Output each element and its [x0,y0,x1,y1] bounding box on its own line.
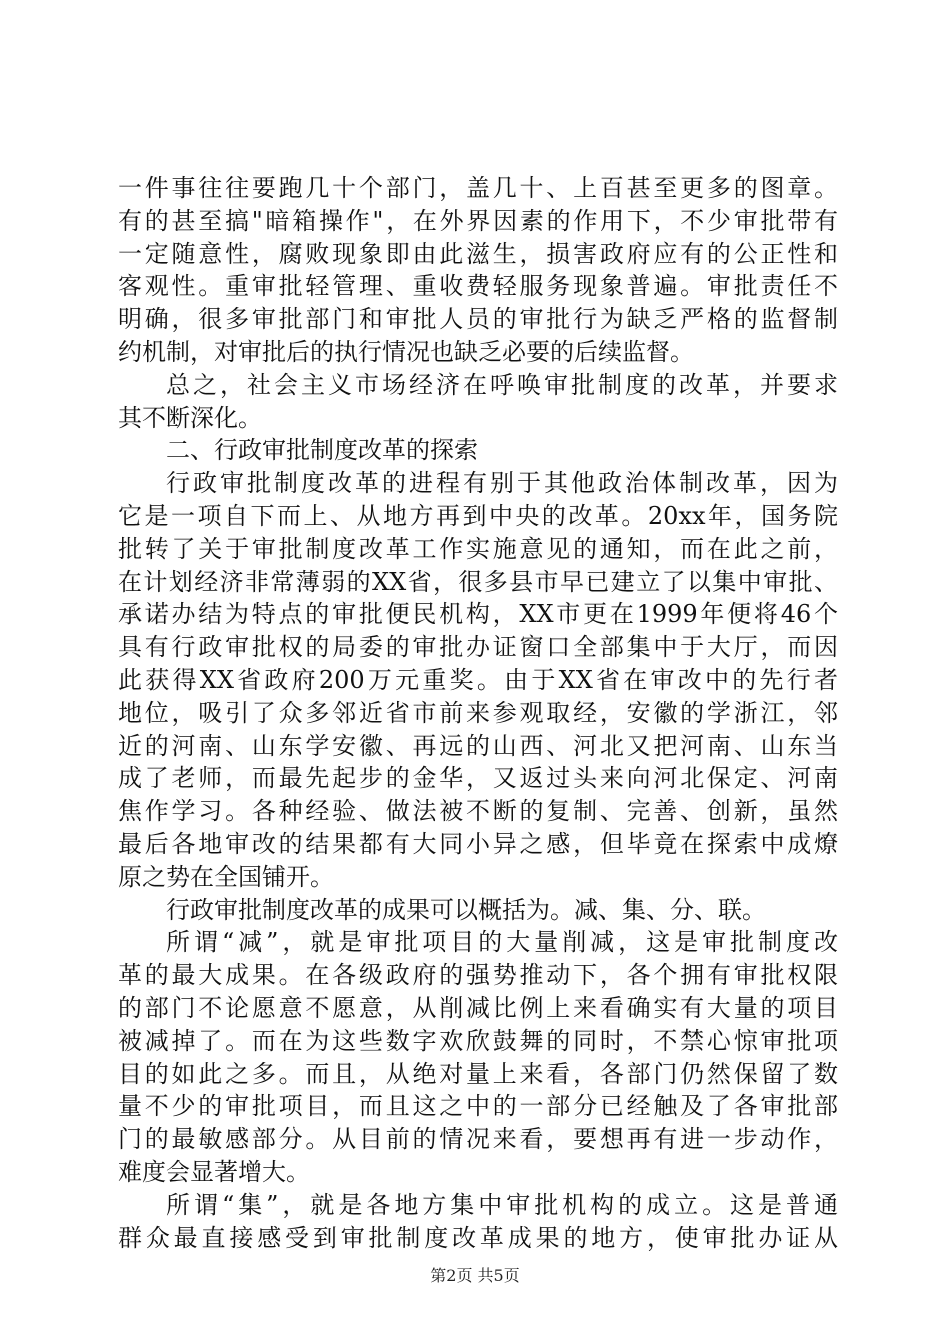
page-footer [0,1266,950,1286]
text-line: 一件事往往要跑几十个部门，盖几十、上百甚至更多的图章。 [118,174,838,202]
paragraph-first-line: 所谓“集”，就是各地方集中审批机构的成立。这是普通 [166,1190,838,1219]
paragraph-first-line: 行政审批制度改革的进程有别于其他政治体制改革，因为 [166,469,838,498]
page-number: 第2页 共5页 [430,1266,520,1285]
text-line: 它是一项自下而上、从地方再到中央的改革。20xx年，国务院 [118,501,838,530]
body-text [118,172,838,1254]
section-heading: 二、行政审批制度改革的探索 [166,436,478,465]
text-line: 革的最大成果。在各级政府的强势推动下，各个拥有审批权限 [118,961,838,990]
text-line: 成了老师，而最先起步的金华，又返过头来向河北保定、河南 [118,764,838,793]
paragraph-first-line: 所谓“减”，就是审批项目的大量削减，这是审批制度改 [166,928,838,957]
text-line: 难度会显著增大。 [118,1157,310,1186]
text-line: 量不少的审批项目，而且这之中的一部分已经触及了各审批部 [118,1092,838,1121]
text-line: 原之势在全国铺开。 [118,862,334,891]
text-line: 群众最直接感受到审批制度改革成果的地方，使审批办证从 [118,1223,838,1252]
text-line: 客观性。重审批轻管理、重收费轻服务现象普遍。审批责任不 [118,272,838,301]
text-line: 此获得XX省政府200万元重奖。由于XX省在审改中的先行者 [118,665,838,694]
paragraph-first-line: 总之，社会主义市场经济在呼唤审批制度的改革，并要求 [166,370,838,399]
text-line: 近的河南、山东学安徽、再远的山西、河北又把河南、山东当 [118,731,838,760]
text-line: 被减掉了。而在为这些数字欢欣鼓舞的同时，不禁心惊审批项 [118,1026,838,1055]
text-line: 最后各地审改的结果都有大同小异之感，但毕竟在探索中成燎 [118,829,838,858]
text-line: 有的甚至搞"暗箱操作"，在外界因素的作用下，不少审批带有 [118,206,838,235]
text-line: 约机制，对审批后的执行情况也缺乏必要的后续监督。 [118,337,694,366]
text-line: 其不断深化。 [118,403,262,432]
text-line: 在计划经济非常薄弱的XX省，很多县市早已建立了以集中审批、 [118,567,838,596]
text-line: 具有行政审批权的局委的审批办证窗口全部集中于大厅，而因 [118,633,838,662]
text-line: 明确，很多审批部门和审批人员的审批行为缺乏严格的监督制 [118,305,838,334]
text-line: 批转了关于审批制度改革工作实施意见的通知，而在此之前， [118,534,838,563]
paragraph-first-line: 行政审批制度改革的成果可以概括为。减、集、分、联。 [166,895,766,924]
text-line: 承诺办结为特点的审批便民机构，XX市更在1999年便将46个 [118,600,838,629]
text-line: 一定随意性，腐败现象即由此滋生，损害政府应有的公正性和 [118,239,838,268]
text-line: 焦作学习。各种经验、做法被不断的复制、完善、创新，虽然 [118,797,838,826]
text-line: 地位，吸引了众多邻近省市前来参观取经，安徽的学浙江，邻 [118,698,838,727]
text-line: 门的最敏感部分。从目前的情况来看，要想再有进一步动作， [118,1125,838,1154]
text-line: 目的如此之多。而且，从绝对量上来看，各部门仍然保留了数 [118,1059,838,1088]
text-line: 的部门不论愿意不愿意，从削减比例上来看确实有大量的项目 [118,993,838,1022]
